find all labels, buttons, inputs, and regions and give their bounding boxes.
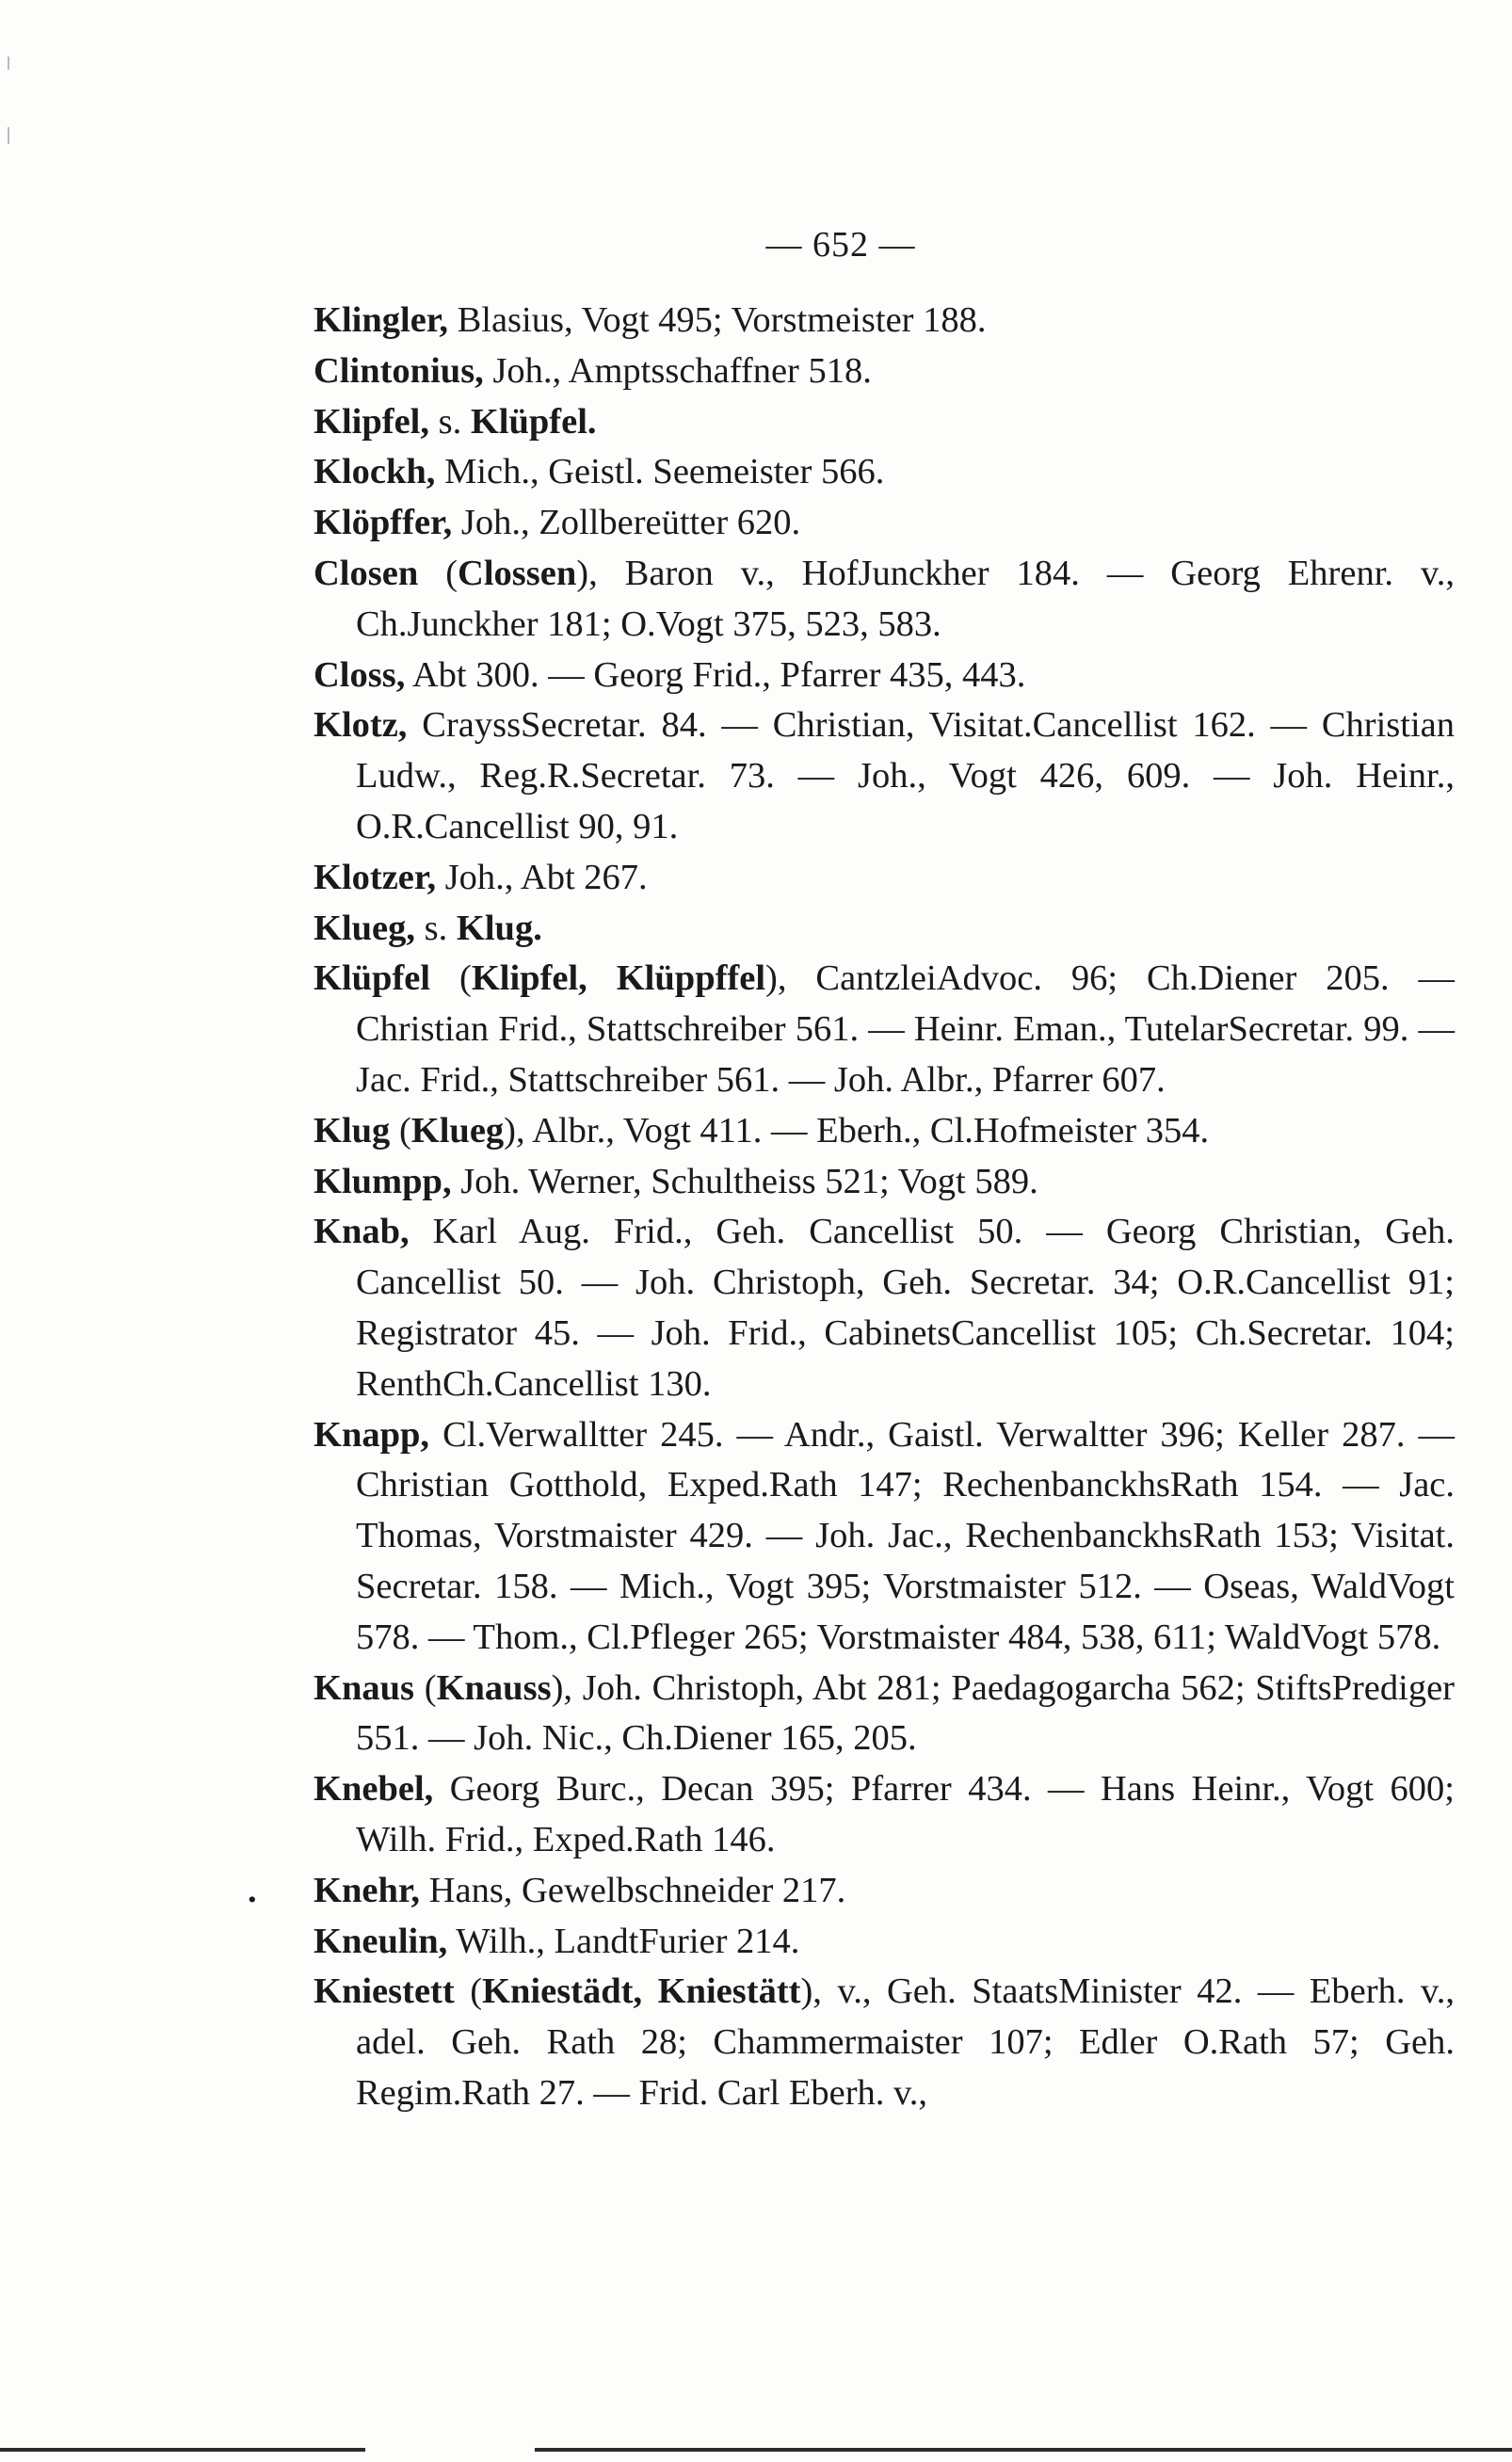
register-entry: Kneulin, Wilh., LandtFurier 214.: [314, 1921, 800, 1961]
scan-edge-mark: [8, 56, 9, 70]
register-entry: Klockh, Mich., Geistl. Seemeister 566.: [314, 452, 885, 492]
register-entry: Klotzer, Joh., Abt 267.: [314, 857, 648, 897]
register-entry: Knapp, Cl.Verwalltter 245. — Andr., Gaistl. Verwaltter 396; Keller 287. — Christian Gotthold, Exped.Rath 147; RechenbanckhsRath 154. — Jac. Thomas, Vorstmaister 429. — Joh. Jac., RechenbanckhsRath 153; Visitat. Secretar. 158. — Mich., Vogt 395; Vorstmaister 512. — Oseas, WaldVogt 578. — Thom., Cl.Pfleger 265; Vorstmaister 484, 538, 611; WaldVogt 578.: [314, 1414, 1455, 1657]
margin-dot: .: [248, 1870, 257, 1910]
register-entry: Closs, Abt 300. — Georg Frid., Pfarrer 435, 443.: [314, 654, 1026, 695]
register-entry: Klotz, CrayssSecretar. 84. — Christian, Visitat.Cancellist 162. — Christian Ludw., Reg.R.Secretar. 73. — Joh., Vogt 426, 609. — Joh. Heinr., O.R.Cancellist 90, 91.: [314, 705, 1455, 846]
bottom-scan-edge-gap: [365, 2446, 535, 2454]
register-entry: Klipfel, s. Klüpfel.: [314, 401, 597, 442]
register-entry: Klumpp, Joh. Werner, Schultheiss 521; Vogt 589.: [314, 1161, 1038, 1201]
register-entry: Closen (Clossen), Baron v., HofJunckher 184. — Georg Ehrenr. v., Ch.Junckher 181; O.Vogt 375, 523, 583.: [314, 553, 1455, 644]
register-entry: Klöpffer, Joh., Zollbereütter 620.: [314, 503, 801, 543]
register-entry: Clintonius, Joh., Amptsschaffner 518.: [314, 350, 872, 391]
register-entry: Knab, Karl Aug. Frid., Geh. Cancellist 50. — Georg Christian, Geh. Cancellist 50. — Joh. Christoph, Geh. Secretar. 34; O.R.Cancellist 91; Registrator 45. — Joh. Frid., CabinetsCancellist 105; Ch.Secretar. 104; RenthCh.Cancellist 130.: [314, 1212, 1455, 1404]
register-entry: Klug (Klueg), Albr., Vogt 411. — Eberh., Cl.Hofmeister 354.: [314, 1110, 1210, 1151]
register-entry: Klingler, Blasius, Vogt 495; Vorstmeister 188.: [314, 300, 987, 340]
bottom-scan-edge: [0, 2448, 1512, 2452]
register-entry: Knaus (Knauss), Joh. Christoph, Abt 281; Paedagogarcha 562; StiftsPrediger 551. — Joh. Nic., Ch.Diener 165, 205.: [314, 1667, 1455, 1759]
register-entries: [248, 296, 1456, 2119]
register-entry: . Knehr, Hans, Gewelbschneider 217.: [314, 1866, 1455, 1917]
register-entry: Klueg, s. Klug.: [314, 908, 542, 948]
scan-edge-mark: [8, 127, 9, 144]
register-entry: Knebel, Georg Burc., Decan 395; Pfarrer 434. — Hans Heinr., Vogt 600; Wilh. Frid., Exped.Rath 146.: [314, 1769, 1455, 1859]
register-entry: Kniestett (Kniestädt, Kniestätt), v., Geh. StaatsMinister 42. — Eberh. v., adel. Geh. Rath 28; Chammermaister 107; Edler O.Rath 57; Geh. Regim.Rath 27. — Frid. Carl Eberh. v.,: [314, 1971, 1455, 2113]
page-number: — 652 —: [765, 225, 916, 265]
register-entry: Klüpfel (Klipfel, Klüppffel), CantzleiAdvoc. 96; Ch.Diener 205. — Christian Frid., Stattschreiber 561. — Heinr. Eman., TutelarSecretar. 99. — Jac. Frid., Stattschreiber 561. — Joh. Albr., Pfarrer 607.: [314, 958, 1456, 1100]
